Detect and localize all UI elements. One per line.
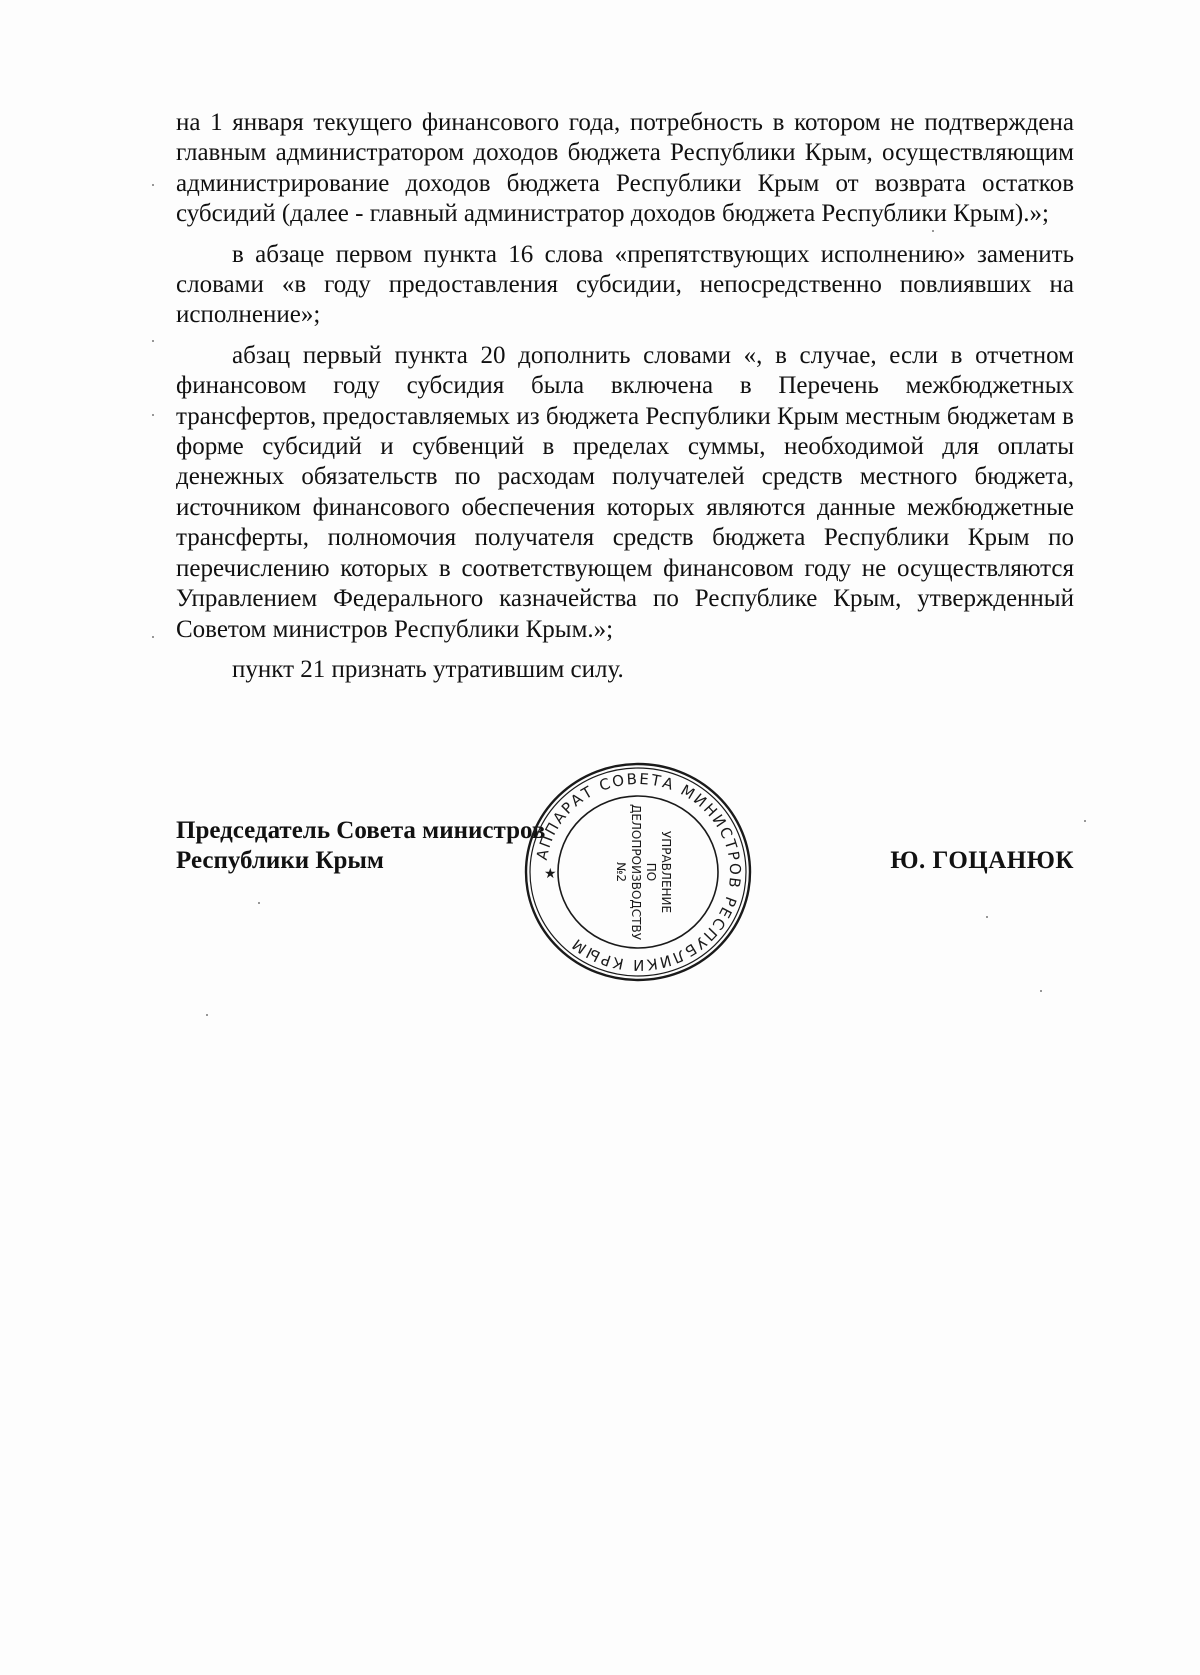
scan-speck — [152, 340, 154, 342]
scan-speck — [152, 636, 154, 638]
official-stamp — [522, 760, 754, 984]
signatory-title-line-1: Председатель Совета министров — [176, 817, 546, 844]
paragraph-item-20: абзац первый пункта 20 дополнить словами «, в случае, если в отчетном финансовом году субсидия была включена в Перечень межбюджетных трансфертов, предоставляемых из бюджета Республики Крым местным бюджетам в форме субсидий и субвенций в пределах суммы, необходимой для оплаты денежных обязательств по расходам получателей средств местного бюджета, источником финансового обеспечения которых являются данные межбюджетные трансферты, полномочия получателя средств бюджета Республики Крым по перечислению которых в соответствующем финансовом году не осуществляются Управлением Федерального казначейства по Республике Крым, утвержденный Советом министров Республики Крым.»; — [176, 341, 1074, 643]
stamp-inner-line: УПРАВЛЕНИЕ — [659, 830, 673, 914]
paragraph-item-16: в абзаце первом пункта 16 слова «препятствующих исполнению» заменить словами «в году предоставления субсидии, непосредственно повлиявших на исполнение»; — [176, 240, 1074, 329]
scan-speck — [1040, 990, 1042, 992]
stamp-inner-line: ДЕЛОПРОИЗВОДСТВУ — [629, 803, 643, 941]
signatory-name: Ю. ГОЦАНЮК — [890, 847, 1074, 874]
scan-speck — [1084, 820, 1086, 822]
scan-speck — [152, 414, 154, 416]
paragraph-continuation: на 1 января текущего финансового года, потребность в котором не подтверждена главным администратором доходов бюджета Республики Крым, осуществляющим администрирование доходов бюджета Республики Крым от возврата остатков субсидий (далее - главный администратор доходов бюджета Республики Крым).»; — [176, 109, 1074, 228]
stamp-star: ★ — [544, 866, 557, 882]
scan-speck — [152, 184, 154, 186]
scan-speck — [932, 230, 934, 232]
paragraph-item-21: пункт 21 признать утратившим силу. — [232, 655, 624, 683]
stamp-inner-line: ПО — [644, 862, 658, 882]
scan-speck — [258, 902, 260, 904]
scan-speck — [206, 1014, 208, 1016]
signatory-title-line-2: Республики Крым — [176, 847, 384, 874]
stamp-outer-text: АППАРАТ СОВЕТА МИНИСТРОВ РЕСПУБЛИКИ КРЫМ — [532, 769, 745, 975]
document-body — [176, 108, 1074, 685]
stamp-inner-line: №2 — [614, 861, 628, 883]
scan-speck — [986, 916, 988, 918]
stamp-inner-text-group — [614, 804, 673, 941]
